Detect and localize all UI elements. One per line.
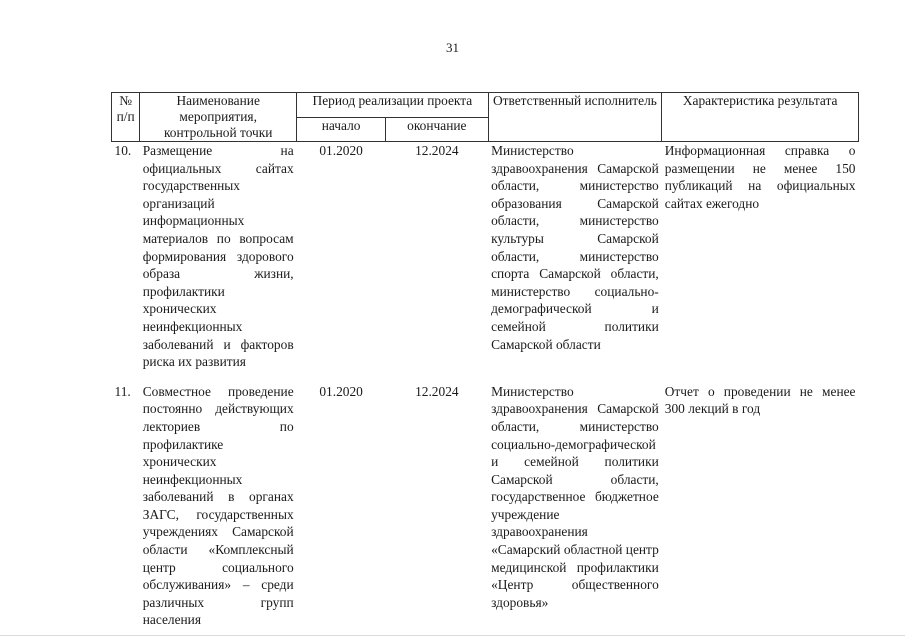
row-number: 10. bbox=[114, 143, 132, 158]
header-row bbox=[112, 93, 859, 118]
row-activity: Размещение на официальных сайтах государственных организаций информационных материалов по вопросам формирования здорового образа жизни, профилактики хронических неинфекционных заболеваний и факторов риска их развития bbox=[142, 143, 294, 370]
header-period: Период реализации проекта bbox=[297, 93, 488, 118]
program-table bbox=[111, 92, 859, 629]
row-responsible: Министерство здравоохранения Самарской области, министерство социально-демографической и семейной политики Самарской области, государственное бюджетное учреждение здравоохранения «Самарский областной центр медицинской профилактики «Центр общественного здоровья» bbox=[491, 383, 659, 610]
scan-edge-line bbox=[0, 635, 905, 636]
row-responsible: Министерство здравоохранения Самарской области, министерство образования Самарской области, министерство культуры Самарской области, министерство спорта Самарской области, министерство социально-демографической и семейной политики Самарской области bbox=[491, 143, 659, 352]
row-number: 11. bbox=[114, 383, 131, 399]
header-result: Характеристика результата bbox=[662, 93, 859, 142]
row-result: Информационная справка о размещении не менее 150 публикаций на официальных сайтах ежегодно bbox=[664, 143, 856, 211]
row-end: 12.2024 bbox=[415, 143, 459, 158]
row-activity: Совместное проведение постоянно действующих лекториев по профилактике хронических неинфекционных заболеваний в органах ЗАГС, государственных учреждениях Самарской области «Комплексный центр социального обслуживания» – среди различных групп населения bbox=[142, 383, 294, 628]
header-responsible: Ответственный исполнитель bbox=[488, 93, 662, 142]
header-num: № п/п bbox=[112, 93, 140, 142]
row-start: 01.2020 bbox=[319, 143, 363, 158]
row-end: 12.2024 bbox=[415, 383, 459, 399]
table-row bbox=[112, 383, 859, 629]
row-start: 01.2020 bbox=[319, 383, 363, 399]
page-number: 31 bbox=[446, 40, 459, 55]
row-result: Отчет о проведении не менее 300 лекций в год bbox=[664, 383, 856, 417]
table-row bbox=[112, 142, 859, 383]
header-start: начало bbox=[297, 117, 386, 142]
header-name: Наименование мероприятия, контрольной точки bbox=[140, 93, 297, 142]
header-end: окончание bbox=[386, 117, 489, 142]
